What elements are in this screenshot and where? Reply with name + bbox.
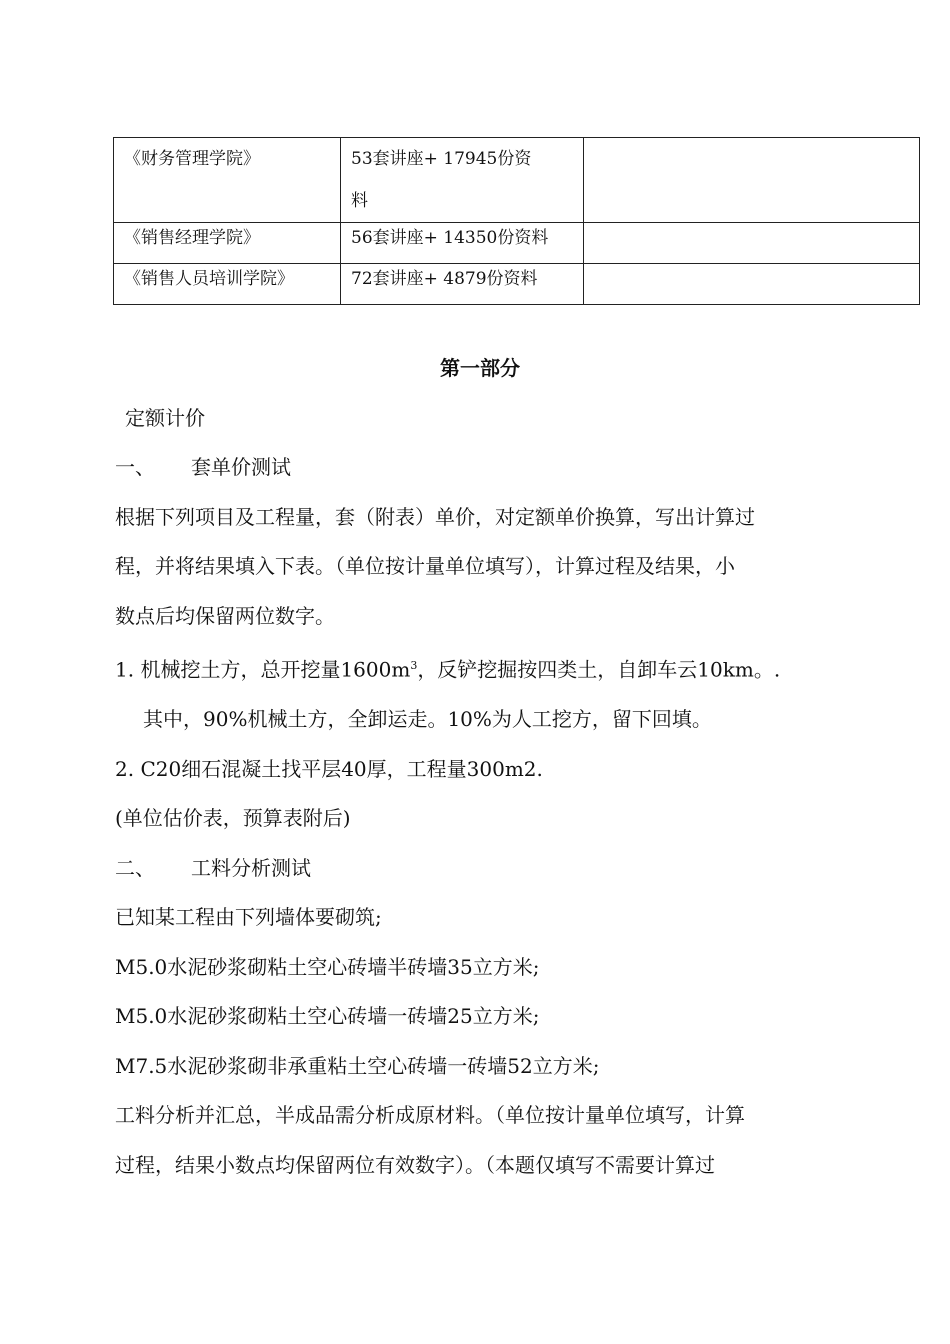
table-cell-extra [584, 223, 920, 264]
section-title: 套单价测试 [191, 455, 291, 479]
table-row [114, 138, 920, 223]
list-item: 1. 机械挖土方，总开挖量$1600m^3$，反铲挖掘按四类土，自卸车云10km。. [115, 657, 781, 682]
table-cell-count: 72套讲座+ 4879份资料 [341, 264, 584, 305]
section-number: 二、 [115, 855, 155, 880]
section-title: 工料分析测试 [191, 855, 311, 880]
table-cell-extra [584, 138, 920, 223]
table-cell-name: 《财务管理学院》 [114, 138, 341, 223]
paragraph: 过程，结果小数点均保留两位有效数字）。（本题仅填写不需要计算过 [115, 1152, 715, 1177]
section-number: 一、 [115, 455, 155, 479]
list-item: M5.0水泥砂浆砌粘土空心砖墙一砖墙25立方米; [115, 1004, 540, 1029]
paragraph: 已知某工程由下列墙体要砌筑; [115, 905, 382, 930]
table-cell-name: 《销售人员培训学院》 [114, 264, 341, 305]
table-row [114, 223, 920, 264]
paragraph: 程，并将结果填入下表。（单位按计量单位填写），计算过程及结果，小 [115, 554, 735, 578]
catalog-table [113, 137, 920, 305]
table-cell-name: 《销售经理学院》 [114, 223, 341, 264]
document-body [115, 344, 845, 1190]
section-heading-1 [115, 443, 845, 493]
note: (单位估价表，预算表附后) [115, 806, 351, 831]
paragraph: 数点后均保留两位数字。 [115, 603, 335, 628]
paragraph: 工料分析并汇总，半成品需分析成原材料。（单位按计量单位填写，计算 [115, 1103, 745, 1128]
table-cell-extra [584, 264, 920, 305]
list-item: 2. C20细石混凝土找平层40厚，工程量300m2. [115, 756, 543, 781]
paragraph: 根据下列项目及工程量，套（附表）单价，对定额单价换算，写出计算过 [115, 504, 755, 529]
list-item: M5.0水泥砂浆砌粘土空心砖墙半砖墙35立方米; [115, 954, 540, 979]
table-row [114, 264, 920, 305]
section-heading-2 [115, 844, 845, 894]
part-title: 第一部分 [440, 356, 520, 380]
table-cell-count: 56套讲座+ 14350份资料 [341, 223, 584, 264]
list-item: M7.5水泥砂浆砌非承重粘土空心砖墙一砖墙52立方米; [115, 1053, 600, 1078]
subtitle: 定额计价 [125, 405, 205, 430]
list-item-continuation: 其中，90%机械土方，全卸运走。10%为人工挖方，留下回填。 [143, 707, 712, 732]
table-cell-count: 53套讲座+ 17945份资 料 [341, 138, 584, 223]
